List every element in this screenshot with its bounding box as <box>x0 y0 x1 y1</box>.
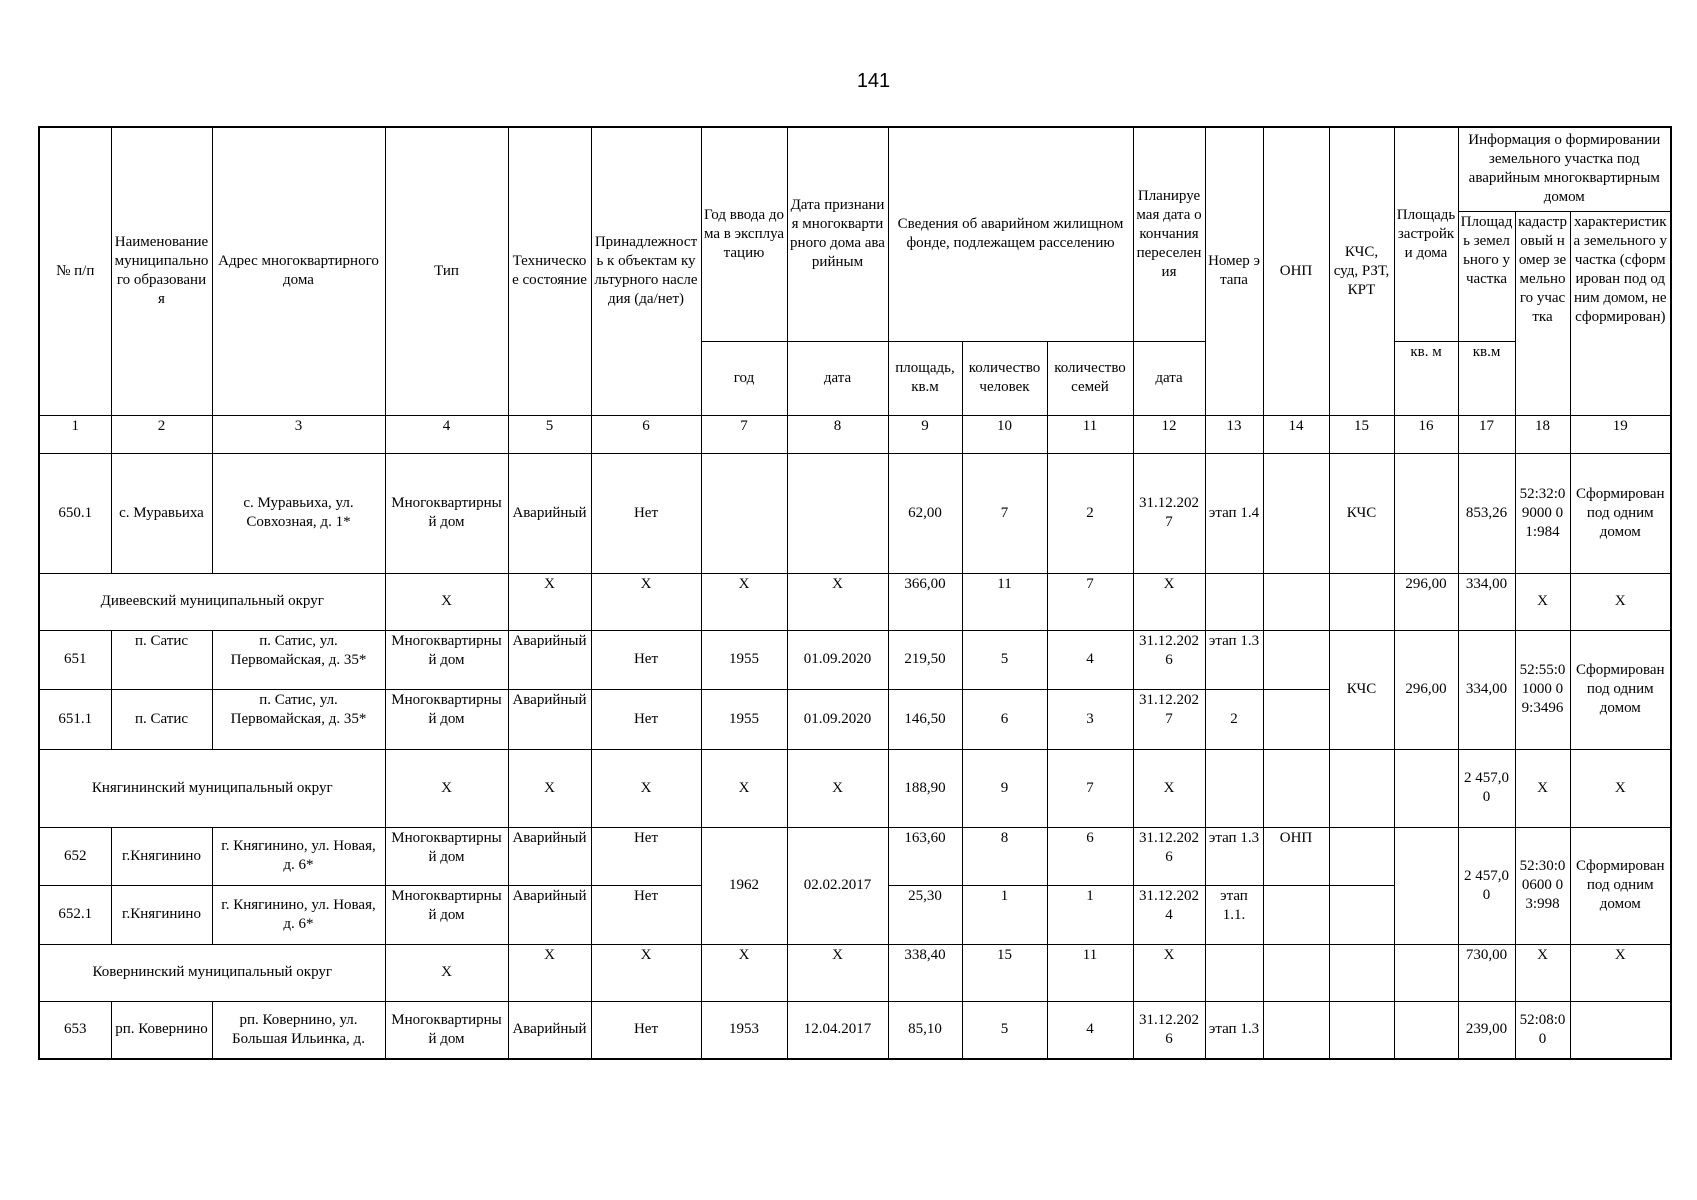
land-characteristic-cell: X <box>1570 749 1671 827</box>
address-cell: г. Княгинино, ул. Новая, д. 6* <box>212 827 385 885</box>
people-cell: 5 <box>962 630 1047 689</box>
header-year-commissioned: Год ввода дома в эксплуатацию <box>701 127 787 341</box>
row-number: 651.1 <box>39 689 111 749</box>
families-cell: 7 <box>1047 573 1133 630</box>
built-area-cell <box>1394 1001 1458 1059</box>
land-area-cell: 2 457,00 <box>1458 749 1515 827</box>
header-land-area: Площадь земельного участка <box>1458 211 1515 341</box>
row-number: 653 <box>39 1001 111 1059</box>
area-cell: 146,50 <box>888 689 962 749</box>
area-cell: 163,60 <box>888 827 962 885</box>
type-cell: Многоквартирный дом <box>385 827 508 885</box>
type-cell: X <box>385 749 508 827</box>
area-cell: 85,10 <box>888 1001 962 1059</box>
area-cell: 25,30 <box>888 885 962 944</box>
row-number: 650.1 <box>39 453 111 573</box>
onp-cell <box>1263 944 1329 1001</box>
plan-date-cell: X <box>1133 573 1205 630</box>
land-area-cell: 334,00 <box>1458 573 1515 630</box>
type-cell: Многоквартирный дом <box>385 453 508 573</box>
column-numbers-row <box>39 415 1671 453</box>
municipality-cell: г.Княгинино <box>111 885 212 944</box>
address-cell: с. Муравьиха, ул. Совхозная, д. 1* <box>212 453 385 573</box>
date-cell: 12.04.2017 <box>787 1001 888 1059</box>
land-area-cell: 730,00 <box>1458 944 1515 1001</box>
cadastral-cell: 52:55:01000 09:3496 <box>1515 630 1570 749</box>
state-cell: Аварийный <box>508 453 591 573</box>
area-cell: 219,50 <box>888 630 962 689</box>
built-area-cell: 296,00 <box>1394 630 1458 749</box>
col-number: 10 <box>962 415 1047 453</box>
district-name: Ковернинский муниципальный округ <box>39 944 385 1001</box>
heritage-cell: Нет <box>591 1001 701 1059</box>
year-cell: X <box>701 944 787 1001</box>
state-cell: Аварийный <box>508 689 591 749</box>
header-sub-built-unit: кв. м <box>1394 341 1458 415</box>
date-cell: 01.09.2020 <box>787 689 888 749</box>
header-emergency-fund-group: Сведения об аварийном жилищном фонде, подлежащем расселению <box>888 127 1133 341</box>
col-number: 1 <box>39 415 111 453</box>
cadastral-cell: 52:08:00 <box>1515 1001 1570 1059</box>
municipality-cell: рп. Ковернино <box>111 1001 212 1059</box>
type-cell: Многоквартирный дом <box>385 630 508 689</box>
built-area-cell <box>1394 827 1458 944</box>
header-cadastral: кадастровый номер земельного участка <box>1515 211 1570 415</box>
heritage-cell: Нет <box>591 689 701 749</box>
heritage-cell: Нет <box>591 630 701 689</box>
header-tech-state: Техническое состояние <box>508 127 591 415</box>
families-cell: 4 <box>1047 630 1133 689</box>
header-sub-land-unit: кв.м <box>1458 341 1515 415</box>
state-cell: X <box>508 944 591 1001</box>
stage-cell: этап 1.4 <box>1205 453 1263 573</box>
col-number: 2 <box>111 415 212 453</box>
date-cell: X <box>787 573 888 630</box>
header-sub-date: дата <box>787 341 888 415</box>
col-number: 9 <box>888 415 962 453</box>
land-area-cell: 853,26 <box>1458 453 1515 573</box>
col-number: 18 <box>1515 415 1570 453</box>
land-area-cell: 334,00 <box>1458 630 1515 749</box>
people-cell: 15 <box>962 944 1047 1001</box>
plan-date-cell: 31.12.2024 <box>1133 885 1205 944</box>
cadastral-cell: 52:32:09000 01:984 <box>1515 453 1570 573</box>
state-cell: Аварийный <box>508 630 591 689</box>
header-sub-area: площадь, кв.м <box>888 341 962 415</box>
heritage-cell: X <box>591 573 701 630</box>
stage-cell <box>1205 749 1263 827</box>
header-type: Тип <box>385 127 508 415</box>
stage-cell: этап 1.3 <box>1205 827 1263 885</box>
onp-cell <box>1263 1001 1329 1059</box>
onp-cell: ОНП <box>1263 827 1329 885</box>
date-cell: 01.09.2020 <box>787 630 888 689</box>
type-cell: X <box>385 573 508 630</box>
plan-date-cell: 31.12.2027 <box>1133 453 1205 573</box>
header-planned-date: Планируемая дата окончания переселения <box>1133 127 1205 341</box>
state-cell: Аварийный <box>508 1001 591 1059</box>
built-area-cell <box>1394 453 1458 573</box>
row-number: 651 <box>39 630 111 689</box>
people-cell: 5 <box>962 1001 1047 1059</box>
table-row <box>39 630 1671 689</box>
col-number: 6 <box>591 415 701 453</box>
date-cell: X <box>787 944 888 1001</box>
families-cell: 7 <box>1047 749 1133 827</box>
col-number: 7 <box>701 415 787 453</box>
address-cell: г. Княгинино, ул. Новая, д. 6* <box>212 885 385 944</box>
header-emergency-date: Дата признания многоквартирного дома аварийным <box>787 127 888 341</box>
families-cell: 4 <box>1047 1001 1133 1059</box>
kchs-cell: КЧС <box>1329 453 1394 573</box>
stage-cell: этап 1.1. <box>1205 885 1263 944</box>
plan-date-cell: X <box>1133 944 1205 1001</box>
date-cell: 02.02.2017 <box>787 827 888 944</box>
families-cell: 2 <box>1047 453 1133 573</box>
plan-date-cell: 31.12.2027 <box>1133 689 1205 749</box>
onp-cell <box>1263 630 1329 689</box>
heritage-cell: X <box>591 944 701 1001</box>
onp-cell <box>1263 689 1329 749</box>
kchs-cell <box>1329 944 1394 1001</box>
col-number: 5 <box>508 415 591 453</box>
col-number: 16 <box>1394 415 1458 453</box>
built-area-cell <box>1394 749 1458 827</box>
land-characteristic-cell: Сформирован под одним домом <box>1570 630 1671 749</box>
year-cell <box>701 453 787 573</box>
plan-date-cell: 31.12.2026 <box>1133 827 1205 885</box>
page-number: 141 <box>856 70 891 92</box>
col-number: 15 <box>1329 415 1394 453</box>
district-name: Дивеевский муниципальный округ <box>39 573 385 630</box>
land-area-cell: 239,00 <box>1458 1001 1515 1059</box>
kchs-cell <box>1329 749 1394 827</box>
heritage-cell: X <box>591 749 701 827</box>
col-number: 19 <box>1570 415 1671 453</box>
state-cell: Аварийный <box>508 885 591 944</box>
col-number: 4 <box>385 415 508 453</box>
table-row <box>39 453 1671 573</box>
header-land-characteristic: характеристика земельного участка (сформирован под одним домом, не сформирован) <box>1570 211 1671 415</box>
municipality-cell: п. Сатис <box>111 630 212 689</box>
cadastral-cell: X <box>1515 573 1570 630</box>
district-total-row <box>39 749 1671 827</box>
district-total-row <box>39 944 1671 1001</box>
onp-cell <box>1263 885 1329 944</box>
year-cell: X <box>701 573 787 630</box>
year-cell: 1962 <box>701 827 787 944</box>
stage-cell <box>1205 944 1263 1001</box>
state-cell: X <box>508 749 591 827</box>
col-number: 14 <box>1263 415 1329 453</box>
state-cell: Аварийный <box>508 827 591 885</box>
stage-cell <box>1205 573 1263 630</box>
built-area-cell <box>1394 944 1458 1001</box>
header-address: Адрес многоквартирного дома <box>212 127 385 415</box>
year-cell: X <box>701 749 787 827</box>
heritage-cell: Нет <box>591 827 701 885</box>
cadastral-cell: X <box>1515 749 1570 827</box>
land-area-cell: 2 457,00 <box>1458 827 1515 944</box>
people-cell: 11 <box>962 573 1047 630</box>
header-sub-year: год <box>701 341 787 415</box>
row-number: 652.1 <box>39 885 111 944</box>
plan-date-cell: X <box>1133 749 1205 827</box>
type-cell: Многоквартирный дом <box>385 1001 508 1059</box>
heritage-cell: Нет <box>591 885 701 944</box>
col-number: 3 <box>212 415 385 453</box>
built-area-cell: 296,00 <box>1394 573 1458 630</box>
people-cell: 8 <box>962 827 1047 885</box>
heritage-cell: Нет <box>591 453 701 573</box>
header-sub-plan-date: дата <box>1133 341 1205 415</box>
table-row <box>39 1001 1671 1059</box>
stage-cell: этап 1.3 <box>1205 630 1263 689</box>
municipality-cell: п. Сатис <box>111 689 212 749</box>
header-heritage: Принадлежность к объектам культурного наследия (да/нет) <box>591 127 701 415</box>
col-number: 12 <box>1133 415 1205 453</box>
header-stage: Номер этапа <box>1205 127 1263 415</box>
type-cell: Многоквартирный дом <box>385 885 508 944</box>
header-land-group: Информация о формировании земельного участка под аварийным многоквартирным домом <box>1458 127 1671 211</box>
header-sub-people: количество человек <box>962 341 1047 415</box>
municipality-cell: с. Муравьиха <box>111 453 212 573</box>
land-characteristic-cell: X <box>1570 573 1671 630</box>
kchs-cell <box>1329 573 1394 630</box>
col-number: 17 <box>1458 415 1515 453</box>
year-cell: 1955 <box>701 630 787 689</box>
year-cell: 1955 <box>701 689 787 749</box>
header-built-area: Площадь застройки дома <box>1394 127 1458 341</box>
families-cell: 3 <box>1047 689 1133 749</box>
onp-cell <box>1263 453 1329 573</box>
land-characteristic-cell: Сформирован под одним домом <box>1570 827 1671 944</box>
people-cell: 1 <box>962 885 1047 944</box>
header-num: № п/п <box>39 127 111 415</box>
address-cell: п. Сатис, ул. Первомайская, д. 35* <box>212 689 385 749</box>
header-municipality: Наименование муниципального образования <box>111 127 212 415</box>
district-total-row <box>39 573 1671 630</box>
people-cell: 6 <box>962 689 1047 749</box>
plan-date-cell: 31.12.2026 <box>1133 630 1205 689</box>
onp-cell <box>1263 573 1329 630</box>
col-number: 11 <box>1047 415 1133 453</box>
date-cell: X <box>787 749 888 827</box>
address-cell: рп. Ковернино, ул. Большая Ильинка, д. <box>212 1001 385 1059</box>
kchs-cell <box>1329 1001 1394 1059</box>
families-cell: 11 <box>1047 944 1133 1001</box>
people-cell: 7 <box>962 453 1047 573</box>
cadastral-cell: 52:30:00600 03:998 <box>1515 827 1570 944</box>
col-number: 13 <box>1205 415 1263 453</box>
families-cell: 1 <box>1047 885 1133 944</box>
row-number: 652 <box>39 827 111 885</box>
stage-cell: этап 1.3 <box>1205 1001 1263 1059</box>
kchs-cell <box>1329 885 1394 944</box>
emergency-housing-table <box>38 126 1672 1060</box>
kchs-cell <box>1329 827 1394 885</box>
date-cell <box>787 453 888 573</box>
area-cell: 188,90 <box>888 749 962 827</box>
address-cell: п. Сатис, ул. Первомайская, д. 35* <box>212 630 385 689</box>
land-characteristic-cell <box>1570 1001 1671 1059</box>
kchs-cell: КЧС <box>1329 630 1394 749</box>
area-cell: 62,00 <box>888 453 962 573</box>
municipality-cell: г.Княгинино <box>111 827 212 885</box>
cadastral-cell: X <box>1515 944 1570 1001</box>
land-characteristic-cell: Сформирован под одним домом <box>1570 453 1671 573</box>
area-cell: 366,00 <box>888 573 962 630</box>
stage-cell: 2 <box>1205 689 1263 749</box>
people-cell: 9 <box>962 749 1047 827</box>
land-characteristic-cell: X <box>1570 944 1671 1001</box>
header-kchs: КЧС, суд, РЗТ, КРТ <box>1329 127 1394 415</box>
district-name: Княгининский муниципальный округ <box>39 749 385 827</box>
type-cell: X <box>385 944 508 1001</box>
onp-cell <box>1263 749 1329 827</box>
families-cell: 6 <box>1047 827 1133 885</box>
type-cell: Многоквартирный дом <box>385 689 508 749</box>
header-onp: ОНП <box>1263 127 1329 415</box>
area-cell: 338,40 <box>888 944 962 1001</box>
header-row-top <box>39 127 1671 211</box>
year-cell: 1953 <box>701 1001 787 1059</box>
header-sub-families: количество семей <box>1047 341 1133 415</box>
col-number: 8 <box>787 415 888 453</box>
plan-date-cell: 31.12.2026 <box>1133 1001 1205 1059</box>
table-row <box>39 827 1671 885</box>
state-cell: X <box>508 573 591 630</box>
